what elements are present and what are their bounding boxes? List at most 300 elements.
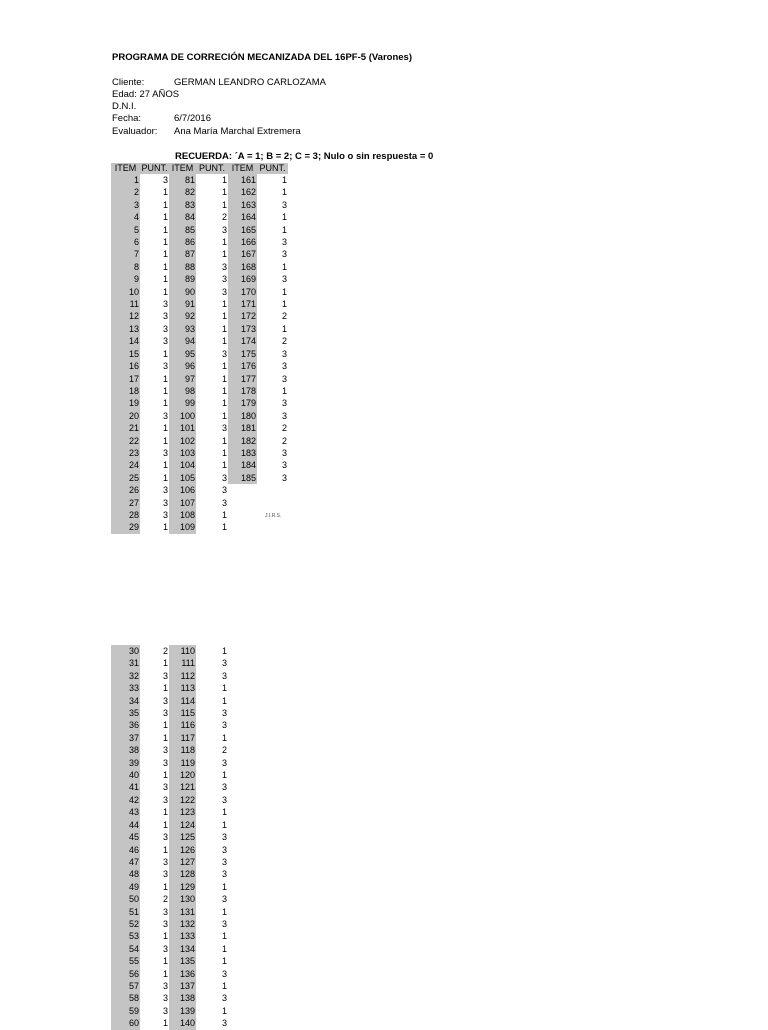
score-cell: 3 — [281, 348, 287, 359]
score-cell: 3 — [281, 410, 287, 421]
item-number-cell: 3 — [111, 199, 140, 211]
item-number-cell — [228, 521, 257, 533]
item-number-cell: 101 — [169, 422, 196, 434]
score-cell: 3 — [162, 447, 168, 458]
table-row — [111, 323, 288, 335]
item-number-cell: 58 — [111, 992, 140, 1004]
dni-label: D.N.I. — [112, 101, 137, 112]
score-cell: 3 — [281, 237, 287, 248]
table-row — [111, 385, 288, 397]
table-row — [111, 930, 228, 942]
table-row — [111, 211, 288, 223]
item-number-cell: 51 — [111, 906, 140, 918]
table-row — [111, 236, 288, 248]
item-number-cell: 120 — [169, 769, 196, 781]
item-number-cell: 115 — [169, 707, 196, 719]
score-cell: 1 — [221, 819, 227, 830]
evaluador-value: Ana María Marchal Extremera — [174, 126, 301, 137]
item-number-cell: 29 — [111, 521, 140, 533]
score-cell: 1 — [162, 807, 168, 818]
score-cell: 3 — [221, 485, 227, 496]
table-row — [111, 286, 288, 298]
table-row — [111, 819, 228, 831]
score-cell: 1 — [162, 968, 168, 979]
item-number-cell: 10 — [111, 286, 140, 298]
item-number-cell: 129 — [169, 881, 196, 893]
score-cell: 1 — [162, 770, 168, 781]
score-cell: 2 — [221, 212, 227, 223]
score-cell: 3 — [281, 460, 287, 471]
table-row — [111, 261, 288, 273]
item-number-cell: 131 — [169, 906, 196, 918]
score-cell: 1 — [221, 175, 227, 185]
item-number-cell: 184 — [228, 459, 257, 471]
score-cell: 3 — [162, 361, 168, 372]
item-number-cell: 163 — [228, 199, 257, 211]
column-header: ITEM — [169, 163, 196, 174]
item-number-cell: 45 — [111, 831, 140, 843]
item-number-cell: 17 — [111, 373, 140, 385]
table-row — [111, 273, 288, 285]
table-row — [111, 695, 228, 707]
table-row — [111, 992, 228, 1004]
score-cell: 3 — [221, 757, 227, 768]
cliente-value: GERMAN LEANDRO CARLOZAMA — [174, 77, 327, 88]
table-row — [111, 1017, 228, 1029]
item-number-cell: 182 — [228, 435, 257, 447]
item-number-cell: 139 — [169, 1005, 196, 1017]
item-number-cell: 44 — [111, 819, 140, 831]
score-cell: 3 — [221, 286, 227, 297]
table-row — [111, 918, 228, 930]
item-number-cell: 9 — [111, 273, 140, 285]
table-row — [111, 248, 288, 260]
item-number-cell: 27 — [111, 497, 140, 509]
score-cell: 1 — [221, 410, 227, 421]
item-number-cell: 94 — [169, 335, 196, 347]
score-cell: 1 — [221, 1005, 227, 1016]
score-cell: 3 — [221, 708, 227, 719]
score-cell: 3 — [281, 398, 287, 409]
table-row — [111, 707, 228, 719]
item-number-cell: 96 — [169, 360, 196, 372]
item-number-cell: 84 — [169, 211, 196, 223]
table-row — [111, 335, 288, 347]
score-cell: 3 — [162, 1005, 168, 1016]
score-cell: 1 — [221, 695, 227, 706]
score-cell: 1 — [221, 770, 227, 781]
score-cell: 3 — [162, 311, 168, 322]
score-cell: 1 — [221, 460, 227, 471]
score-cell: 1 — [221, 199, 227, 210]
score-cell: 3 — [162, 980, 168, 991]
table-row — [111, 831, 228, 843]
score-cell: 1 — [221, 435, 227, 446]
item-number-cell: 39 — [111, 757, 140, 769]
item-number-cell: 180 — [228, 410, 257, 422]
table-row — [111, 657, 228, 669]
item-number-cell: 102 — [169, 435, 196, 447]
cliente-label: Cliente: — [112, 77, 145, 88]
score-cell: 1 — [162, 931, 168, 942]
score-cell: 1 — [221, 732, 227, 743]
item-number-cell: 31 — [111, 657, 140, 669]
score-cell: 3 — [221, 856, 227, 867]
score-cell: 1 — [221, 187, 227, 198]
score-cell: 3 — [162, 497, 168, 508]
score-cell: 3 — [162, 485, 168, 496]
item-number-cell: 117 — [169, 732, 196, 744]
score-cell: 1 — [281, 299, 287, 310]
score-cell: 3 — [221, 224, 227, 235]
item-number-cell: 119 — [169, 757, 196, 769]
score-cell: 3 — [281, 274, 287, 285]
score-cell: 3 — [162, 782, 168, 793]
table-row — [111, 435, 288, 447]
item-number-cell: 19 — [111, 397, 140, 409]
table-row — [111, 645, 228, 657]
score-cell: 1 — [162, 472, 168, 483]
item-number-cell: 5 — [111, 224, 140, 236]
item-number-cell: 127 — [169, 856, 196, 868]
score-cell: 1 — [162, 224, 168, 235]
item-number-cell: 123 — [169, 806, 196, 818]
signature-initials: J.I.R.S. — [265, 513, 282, 519]
score-cell: 3 — [221, 348, 227, 359]
item-number-cell: 170 — [228, 286, 257, 298]
table-row — [111, 199, 288, 211]
score-cell: 1 — [162, 348, 168, 359]
score-cell: 1 — [281, 286, 287, 297]
score-cell — [257, 497, 288, 509]
item-number-cell: 52 — [111, 918, 140, 930]
column-header: ITEM — [111, 163, 140, 174]
item-number-cell: 22 — [111, 435, 140, 447]
item-number-cell: 166 — [228, 236, 257, 248]
score-cell: 2 — [162, 646, 168, 656]
score-cell: 3 — [221, 658, 227, 669]
item-number-cell: 20 — [111, 410, 140, 422]
item-number-cell: 165 — [228, 224, 257, 236]
item-number-cell: 85 — [169, 224, 196, 236]
document-title: PROGRAMA DE CORRECIÓN MECANIZADA DEL 16PF-5 (Varones) — [112, 52, 412, 63]
score-cell: 2 — [281, 336, 287, 347]
score-cell: 3 — [221, 832, 227, 843]
item-number-cell: 104 — [169, 459, 196, 471]
item-number-cell: 92 — [169, 310, 196, 322]
item-number-cell: 95 — [169, 348, 196, 360]
item-number-cell: 122 — [169, 794, 196, 806]
score-cell: 3 — [162, 745, 168, 756]
score-cell: 3 — [162, 856, 168, 867]
score-cell: 1 — [221, 683, 227, 694]
item-number-cell: 121 — [169, 781, 196, 793]
column-header: PUNT. — [257, 163, 288, 174]
scores-table-2 — [111, 645, 228, 1030]
score-cell: 1 — [221, 956, 227, 967]
score-cell: 3 — [221, 894, 227, 905]
item-number-cell: 57 — [111, 980, 140, 992]
item-number-cell: 107 — [169, 497, 196, 509]
score-cell: 1 — [221, 323, 227, 334]
item-number-cell: 56 — [111, 968, 140, 980]
score-cell: 1 — [162, 237, 168, 248]
score-cell: 1 — [162, 522, 168, 533]
table-row — [111, 422, 288, 434]
score-cell: 1 — [281, 175, 287, 185]
score-cell: 3 — [162, 299, 168, 310]
table-row — [111, 472, 288, 484]
item-number-cell: 82 — [169, 186, 196, 198]
item-number-cell: 169 — [228, 273, 257, 285]
score-cell: 1 — [281, 212, 287, 223]
table-row — [111, 459, 288, 471]
table-row — [111, 373, 288, 385]
score-cell: 3 — [162, 918, 168, 929]
score-cell: 1 — [162, 199, 168, 210]
table-row — [111, 732, 228, 744]
score-cell: 1 — [221, 646, 227, 656]
score-cell: 3 — [221, 869, 227, 880]
item-number-cell: 161 — [228, 174, 257, 186]
item-number-cell: 86 — [169, 236, 196, 248]
item-number-cell: 179 — [228, 397, 257, 409]
item-number-cell: 37 — [111, 732, 140, 744]
score-cell: 3 — [221, 720, 227, 731]
table-row — [111, 856, 228, 868]
score-cell: 3 — [221, 993, 227, 1004]
table-row — [111, 893, 228, 905]
item-number-cell: 167 — [228, 248, 257, 260]
score-cell: 1 — [221, 237, 227, 248]
score-cell: 2 — [221, 745, 227, 756]
table-row — [111, 757, 228, 769]
score-cell: 1 — [221, 980, 227, 991]
item-number-cell: 36 — [111, 719, 140, 731]
item-number-cell: 89 — [169, 273, 196, 285]
item-number-cell: 46 — [111, 844, 140, 856]
item-number-cell: 43 — [111, 806, 140, 818]
table-row — [111, 310, 288, 322]
score-cell: 1 — [221, 311, 227, 322]
item-number-cell: 33 — [111, 682, 140, 694]
score-cell: 3 — [281, 373, 287, 384]
fecha-label: Fecha: — [112, 113, 142, 124]
score-cell: 3 — [221, 782, 227, 793]
score-cell: 3 — [162, 993, 168, 1004]
score-cell: 1 — [162, 274, 168, 285]
item-number-cell: 185 — [228, 472, 257, 484]
score-cell — [257, 521, 288, 533]
item-number-cell: 111 — [169, 657, 196, 669]
table-row — [111, 447, 288, 459]
score-cell: 3 — [221, 1018, 227, 1029]
score-cell: 1 — [162, 373, 168, 384]
score-cell: 3 — [162, 695, 168, 706]
item-number-cell: 88 — [169, 261, 196, 273]
score-cell: 1 — [162, 683, 168, 694]
table-row — [111, 1005, 228, 1017]
item-number-cell: 60 — [111, 1017, 140, 1029]
item-number-cell: 176 — [228, 360, 257, 372]
item-number-cell: 11 — [111, 298, 140, 310]
score-cell: 3 — [221, 472, 227, 483]
score-cell: 1 — [162, 956, 168, 967]
score-cell: 1 — [221, 398, 227, 409]
score-cell: 1 — [281, 385, 287, 396]
table-row — [111, 844, 228, 856]
item-number-cell: 16 — [111, 360, 140, 372]
item-number-cell: 2 — [111, 186, 140, 198]
item-number-cell: 59 — [111, 1005, 140, 1017]
score-cell: 3 — [281, 361, 287, 372]
score-cell: 2 — [281, 423, 287, 434]
item-number-cell: 91 — [169, 298, 196, 310]
table-row — [111, 682, 228, 694]
item-number-cell: 18 — [111, 385, 140, 397]
table-row — [111, 868, 228, 880]
item-number-cell: 47 — [111, 856, 140, 868]
item-number-cell: 12 — [111, 310, 140, 322]
item-number-cell: 171 — [228, 298, 257, 310]
item-number-cell: 8 — [111, 261, 140, 273]
score-cell: 1 — [221, 906, 227, 917]
item-number-cell: 125 — [169, 831, 196, 843]
score-cell: 1 — [221, 943, 227, 954]
score-cell: 1 — [281, 323, 287, 334]
item-number-cell: 13 — [111, 323, 140, 335]
score-cell: 1 — [162, 435, 168, 446]
score-cell: 3 — [162, 906, 168, 917]
item-number-cell: 49 — [111, 881, 140, 893]
score-cell: 3 — [162, 794, 168, 805]
item-number-cell: 112 — [169, 670, 196, 682]
item-number-cell: 24 — [111, 459, 140, 471]
score-cell: 3 — [162, 410, 168, 421]
scores-table-1 — [111, 163, 288, 534]
item-number-cell: 21 — [111, 422, 140, 434]
score-cell: 3 — [281, 249, 287, 260]
table-row — [111, 497, 288, 509]
table-row — [111, 410, 288, 422]
item-number-cell: 1 — [111, 174, 140, 186]
item-number-cell: 25 — [111, 472, 140, 484]
table-row — [111, 186, 288, 198]
item-number-cell: 23 — [111, 447, 140, 459]
item-number-cell: 93 — [169, 323, 196, 335]
item-number-cell — [228, 509, 257, 521]
score-cell: 3 — [162, 323, 168, 334]
column-header: PUNT. — [141, 163, 168, 173]
score-cell: 3 — [162, 832, 168, 843]
score-cell: 3 — [221, 274, 227, 285]
item-number-cell: 128 — [169, 868, 196, 880]
score-cell: 1 — [162, 460, 168, 471]
score-cell: 2 — [162, 894, 168, 905]
score-cell: 1 — [162, 212, 168, 223]
table-row — [111, 719, 228, 731]
table-row — [111, 360, 288, 372]
table-row — [111, 955, 228, 967]
score-cell: 3 — [162, 175, 168, 185]
table-row — [111, 348, 288, 360]
item-number-cell: 124 — [169, 819, 196, 831]
item-number-cell: 136 — [169, 968, 196, 980]
score-cell: 1 — [281, 187, 287, 198]
score-cell: 1 — [162, 187, 168, 198]
item-number-cell: 162 — [228, 186, 257, 198]
score-cell: 1 — [221, 807, 227, 818]
item-number-cell: 48 — [111, 868, 140, 880]
score-cell: 1 — [221, 522, 227, 533]
score-cell: 3 — [221, 918, 227, 929]
score-cell: 1 — [221, 881, 227, 892]
item-number-cell: 116 — [169, 719, 196, 731]
item-number-cell: 83 — [169, 199, 196, 211]
score-cell: 1 — [162, 881, 168, 892]
score-cell: 1 — [281, 261, 287, 272]
table-row — [111, 881, 228, 893]
recuerda-note: RECUERDA: ´A = 1; B = 2; C = 3; Nulo o sin respuesta = 0 — [175, 151, 434, 162]
item-number-cell: 137 — [169, 980, 196, 992]
table-row — [111, 794, 228, 806]
score-cell: 3 — [162, 869, 168, 880]
score-cell: 1 — [162, 398, 168, 409]
item-number-cell: 98 — [169, 385, 196, 397]
item-number-cell — [228, 497, 257, 509]
score-cell: 3 — [221, 423, 227, 434]
score-cell: 1 — [162, 249, 168, 260]
table-row — [111, 509, 288, 521]
score-cell: 1 — [221, 373, 227, 384]
table-row — [111, 980, 228, 992]
table-row — [111, 224, 288, 236]
item-number-cell — [228, 484, 257, 496]
item-number-cell: 109 — [169, 521, 196, 533]
table-row — [111, 943, 228, 955]
item-number-cell: 103 — [169, 447, 196, 459]
score-cell: 3 — [281, 472, 287, 483]
item-number-cell: 28 — [111, 509, 140, 521]
fecha-value: 6/7/2016 — [174, 113, 211, 124]
item-number-cell: 30 — [111, 645, 140, 657]
edad-line: Edad: 27 AÑOS — [112, 89, 180, 100]
item-number-cell: 105 — [169, 472, 196, 484]
score-cell: 1 — [221, 509, 227, 520]
item-number-cell: 181 — [228, 422, 257, 434]
item-number-cell: 126 — [169, 844, 196, 856]
item-number-cell: 35 — [111, 707, 140, 719]
score-cell: 1 — [221, 249, 227, 260]
score-cell: 3 — [221, 968, 227, 979]
table-row — [111, 521, 288, 533]
table-row — [111, 781, 228, 793]
item-number-cell: 6 — [111, 236, 140, 248]
score-cell: 1 — [221, 336, 227, 347]
item-number-cell: 113 — [169, 682, 196, 694]
score-cell: 1 — [162, 819, 168, 830]
item-number-cell: 140 — [169, 1017, 196, 1029]
score-cell: 1 — [221, 299, 227, 310]
item-number-cell: 99 — [169, 397, 196, 409]
item-number-cell: 14 — [111, 335, 140, 347]
score-cell: 3 — [281, 199, 287, 210]
score-cell: 3 — [221, 670, 227, 681]
table-row — [111, 670, 228, 682]
item-number-cell: 134 — [169, 943, 196, 955]
score-cell: 1 — [281, 224, 287, 235]
item-number-cell: 97 — [169, 373, 196, 385]
